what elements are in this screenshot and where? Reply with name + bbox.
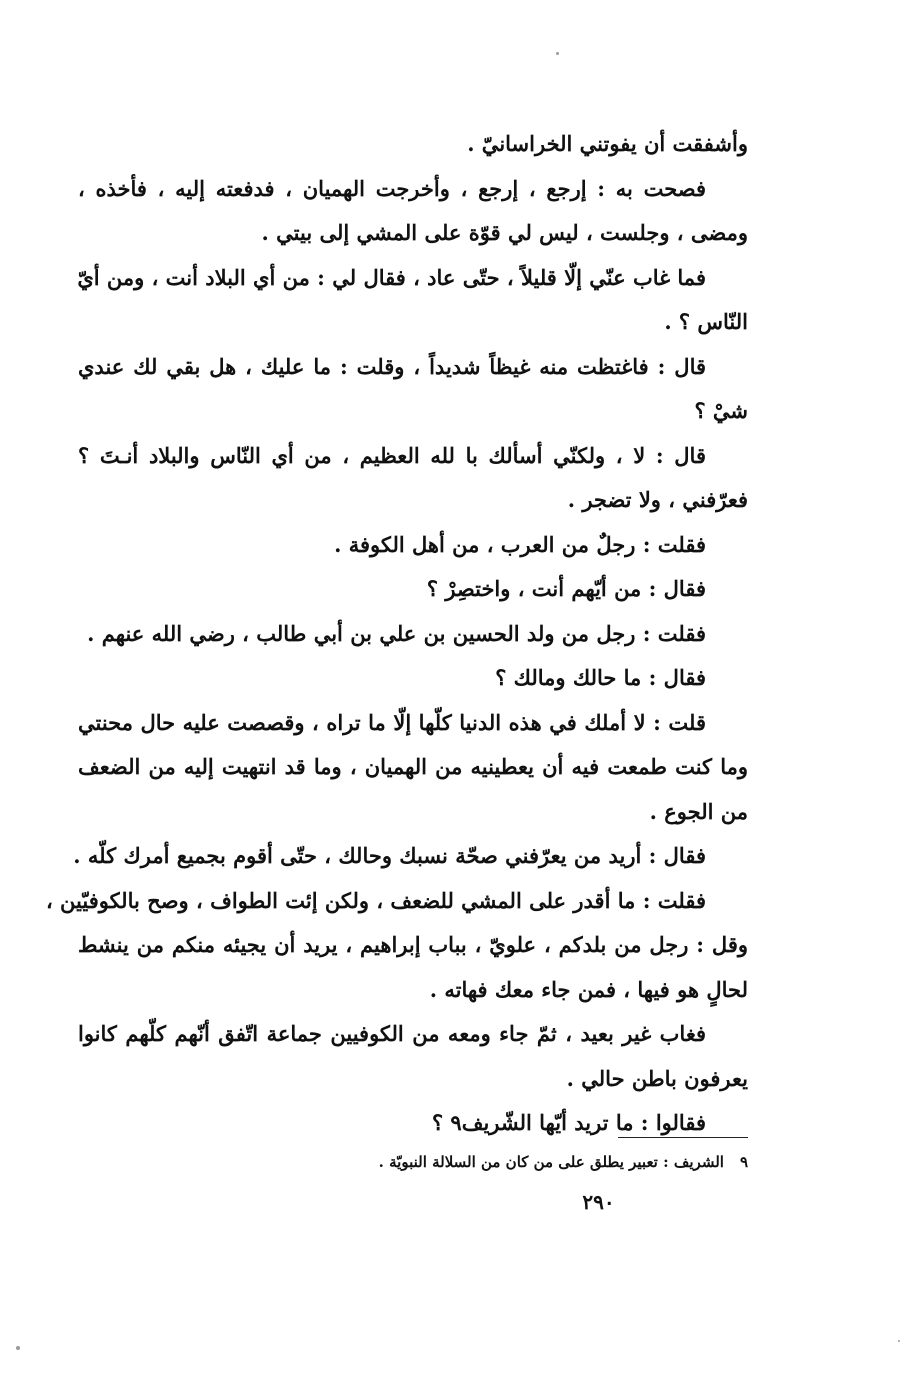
text-line: شيْ ؟	[694, 398, 748, 423]
text-line: فقلت : ما أقدر على المشي للضعف ، ولكن إئت الطواف ، وصح بالكوفيّين ،	[45, 887, 706, 913]
text-line: فصحت به : إرجع ، إرجع ، وأخرجت الهميان ، فدفعته إليه ، فأخذه ،	[78, 175, 706, 201]
text-line: وأشفقت أن يفوتني الخراسانيّ .	[467, 131, 748, 156]
text-line: وقل : رجل من بلدكم ، علويّ ، بباب إبراهيم ، يريد أن يجيئه منكم من ينشط	[78, 932, 748, 957]
text-line: فقلت : رجلٌ من العرب ، من أهل الكوفة .	[334, 531, 706, 557]
text-line: فقلت : رجل من ولد الحسين بن علي بن أبي طالب ، رضي الله عنهم .	[87, 620, 706, 646]
book-page-body	[45, 122, 748, 1146]
footnote	[379, 1150, 748, 1174]
text-line: يعرفون باطن حالي .	[566, 1065, 748, 1091]
text-line: فعرّفني ، ولا تضجر .	[567, 487, 748, 512]
footnote-divider	[618, 1137, 748, 1138]
text-line: وما كنت طمعت فيه أن يعطينيه من الهميان ، وما قد انتهيت إليه من الضعف	[78, 754, 748, 779]
text-line: النّاس ؟ .	[664, 309, 748, 334]
text-line: من الجوع .	[649, 798, 748, 824]
scan-speck	[898, 1340, 900, 1342]
text-line: فما غاب عنّي إلّا قليلاً ، حتّى عاد ، فقال لي : من أي البلاد أنت ، ومن أيّ	[77, 264, 706, 290]
text-line: فغاب غير بعيد ، ثمّ جاء ومعه من الكوفيين جماعة اتّفق أنّهم كلّهم كانوا	[78, 1021, 706, 1046]
footnote-text: الشريف : تعبير يطلق على من كان من السلالة النبويّة .	[378, 1153, 724, 1171]
text-line: ومضى ، وجلست ، ليس لي قوّة على المشي إلى بيتي .	[261, 220, 748, 245]
text-line: قلت : لا أملك في هذه الدنيا كلّها إلّا ما تراه ، وقصصت عليه حال محنتي	[78, 709, 706, 735]
footnote-number: ٩	[739, 1153, 748, 1171]
text-line: قال : فاغتظت منه غيظاً شديداً ، وقلت : ما عليك ، هل بقي لك عندي	[78, 353, 707, 379]
scan-speck	[16, 1346, 20, 1350]
page-number: ٢٩٠	[582, 1190, 615, 1214]
text-line: فقال : من أيّهم أنت ، واختصِرْ ؟	[426, 576, 706, 601]
text-line: لحالٍ هو فيها ، فمن جاء معك فهاته .	[429, 976, 748, 1002]
text-line: فقال : أريد من يعرّفني صحّة نسبك وحالك ، حتّى أقوم بجميع أمرك كلّه .	[73, 843, 706, 868]
text-line: فقالوا : ما تريد أيّها الشّريف٩ ؟	[431, 1110, 706, 1135]
text-line: قال : لا ، ولكنّي أسألك با لله العظيم ، من أي النّاس والبلاد أنـتَ ؟	[78, 442, 706, 468]
text-line: فقال : ما حالك ومالك ؟	[495, 665, 706, 690]
scan-speck	[556, 52, 559, 55]
